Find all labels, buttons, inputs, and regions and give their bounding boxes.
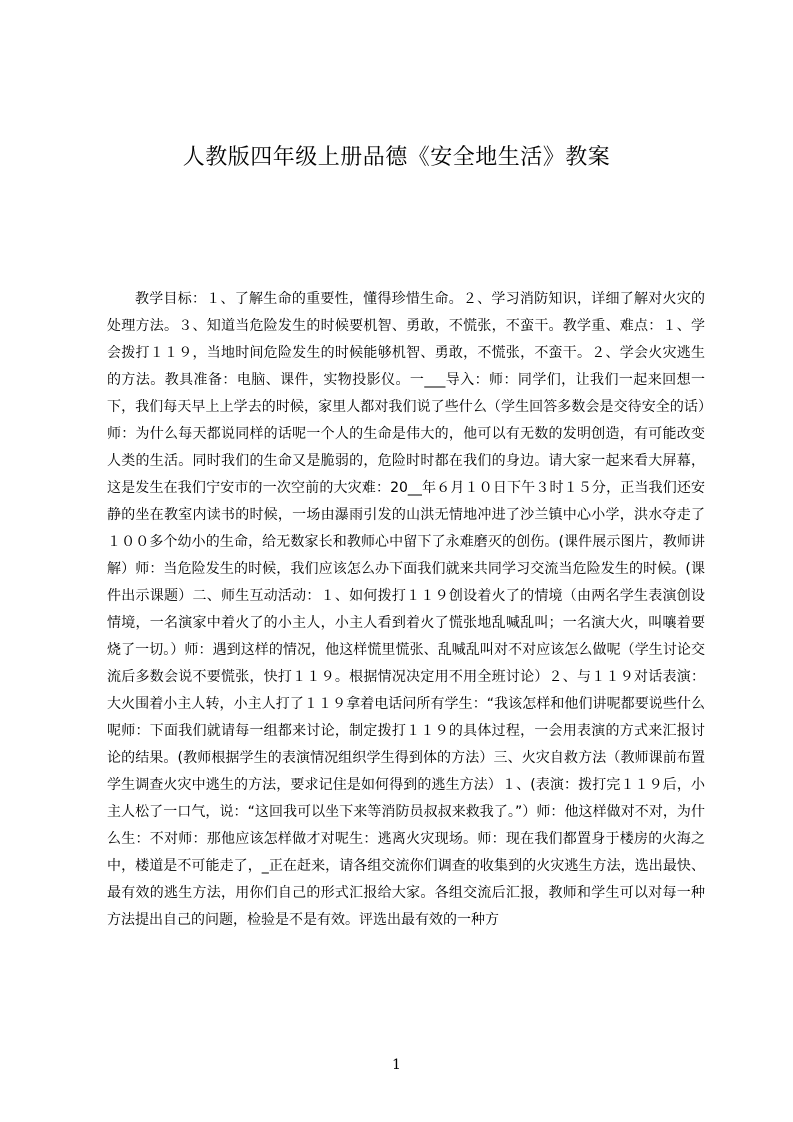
body-paragraph: 教学目标：１、了解生命的重要性，懂得珍惜生命。２、学习消防知识，详细了解对火灾的处理方法。３、知道当危险发生的时候要机智、勇敢，不慌张，不蛮干。教学重、难点：１、学会拨打１１９，当地时间危险发生的时候能够机智、勇敢，不慌张，不蛮干。２、学会火灾逃生的方法。教具准备：电脑、课件，实物投影仪。一___导入：师：同学们，让我们一起来回想一下，我们每天早上上学去的时候，家里人都对我们说了些什么（学生回答多数会是交待安全的话）师：为什么每天都说同样的话呢一个人的生命是伟大的，他可以有无数的发明创造，有可能改变人类的生活。同时我们的生命又是脆弱的，危险时时都在我们的身边。请大家一起来看大屏幕，这是发生在我们宁安市的一次空前的大灾难：20__年６月１０日下午３时１５分，正当我们还安静的坐在教室内读书的时候，一场由瀑雨引发的山洪无情地冲进了沙兰镇中心小学，洪水夺走了１００多个幼小的生命，给无数家长和教师心中留下了永难磨灭的创伤。(课件展示图片，教师讲解）师：当危险发生的时候，我们应该怎么办下面我们就来共同学习交流当危险发生的时候。(课件出示课题）二、师生互动活动：１、如何拨打１１９创设着火了的情境（由两名学生表演创设情境，一名演家中着火了的小主人，小主人看到着火了慌张地乱喊乱叫；一名演大火，叫嚷着要烧了一切。）师：遇到这样的情况，他这样慌里慌张、乱喊乱叫对不对应该怎么做呢（学生讨论交流后多数会说不要慌张，快打１１９。根据情况决定用不用全班讨论）２、与１１９对话表演：大火围着小主人转，小主人打了１１９拿着电话问所有学生：“我该怎样和他们讲呢都要说些什么呢师：下面我们就请每一组都来讨论，制定拨打１１９的具体过程，一会用表演的方式来汇报讨论的结果。(教师根据学生的表演情况组织学生得到体的方法）三、火灾自救方法（教师课前布置学生调查火灾中逃生的方法，要求记住是如何得到的逃生方法）１、(表演：拨打完１１９后，小主人松了一口气，说：“这回我可以坐下来等消防员叔叔来救我了。”）师：他这样做对不对，为什么生：不对师：那他应该怎样做才对呢生：逃离火灾现场。师：现在我们都置身于楼房的火海之中，楼道是不可能走了，_正在赶来，请各组交流你们调查的收集到的火灾逃生方法，选出最快、最有效的逃生方法，用你们自己的形式汇报给大家。各组交流后汇报，教师和学生可以对每一种方法提出自己的问题，检验是不是有效。评选出最有效的一种方 [107, 291, 705, 928]
document-title: 人教版四年级上册品德《安全地生活》教案 [182, 145, 611, 170]
page-number: 1 [392, 1057, 401, 1073]
